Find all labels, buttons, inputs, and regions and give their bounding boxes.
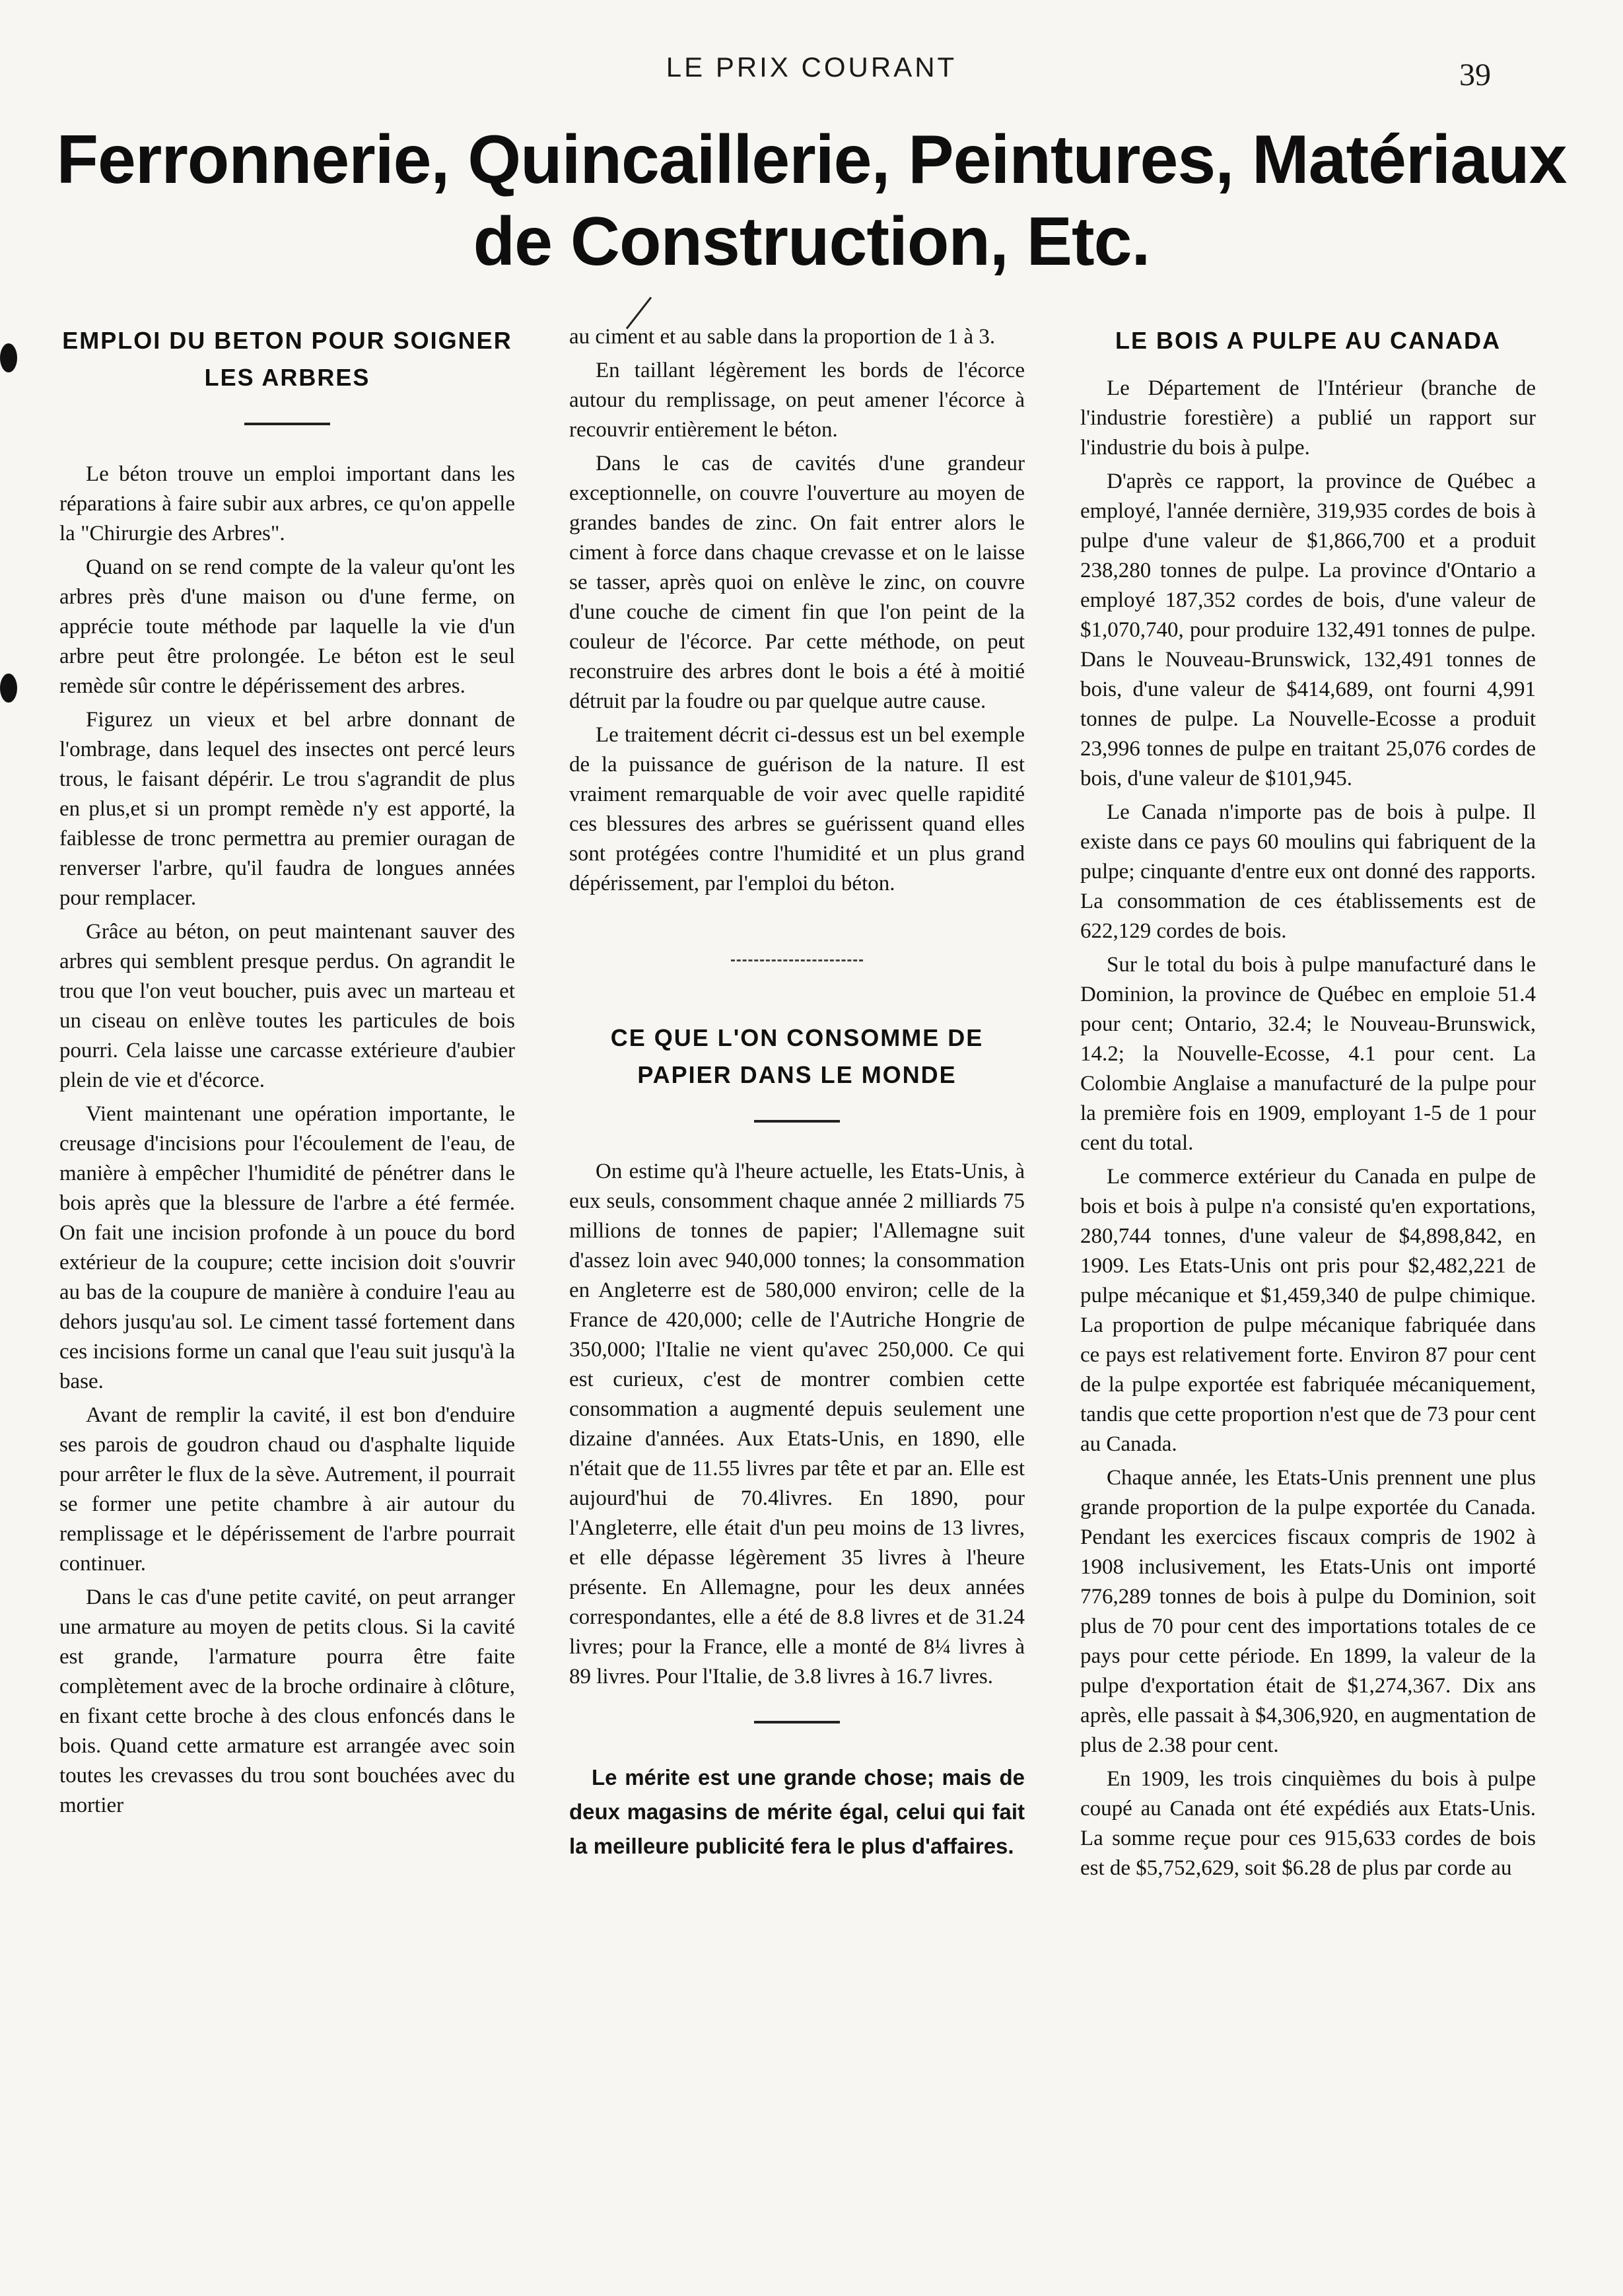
column-3 [1080, 322, 1536, 2257]
title-rule [244, 423, 330, 425]
article-paragraph: En taillant légèrement les bords de l'écorce autour du remplissage, on peut amener l'écorce à recouvrir entièrement le béton. [569, 359, 1025, 442]
section-divider [754, 1721, 840, 1723]
column-2 [569, 322, 1025, 2257]
article-paragraph: Dans le cas de cavités d'une grandeur exceptionnelle, on couvre l'ouverture au moyen de grandes bandes de zinc. On fait entrer alors le ciment à force dans chaque crevasse et on le laisse se tasser, après quoi on enlève le zinc, on couvre d'une couche de ciment fin que l'on peint de la couleur de l'écorce. Par cette méthode, on peut reconstruire des arbres dont le bois a été à moitié détruit par la foudre ou par quelque autre cause. [569, 452, 1025, 713]
article-paragraph: Le béton trouve un emploi important dans les réparations à faire subir aux arbres, ce qu'on appelle la "Chirurgie des Arbres". [59, 462, 515, 545]
article-paragraph: Le commerce extérieur du Canada en pulpe de bois et bois à pulpe n'a consisté qu'en exportations, 280,744 tonnes, d'une valeur de $4,898,842, en 1909. Les Etats-Unis ont pris pour $2,482,221 de pulpe mécanique et $1,459,340 de pulpe chimique. La proportion de pulpe mécanique fabriquée dans ce pays est relativement forte. Environ 87 pour cent de la pulpe exportée est fabriquée mécaniquement, tandis que cette proportion n'est que de 73 pour cent au Canada. [1080, 1165, 1536, 1456]
article-paragraph: Grâce au béton, on peut maintenant sauver des arbres qui semblent presque perdus. On agrandit le trou que l'on veut boucher, puis avec un marteau et un ciseau on enlève toutes les particules de bois pourri. Cela laisse une carcasse extérieure d'aubier plein de vie et d'écorce. [59, 920, 515, 1092]
article-paragraph: En 1909, les trois cinquièmes du bois à pulpe coupé au Canada ont été expédiés aux Etats-Unis. La somme reçue pour ces 915,633 cordes de bois est de $5,752,629, soit $6.28 de plus par corde au [1080, 1767, 1536, 1880]
article-paragraph: Sur le total du bois à pulpe manufacturé dans le Dominion, la province de Québec en emploie 51.4 pour cent; Ontario, 32.4; le Nouveau-Brunswick, 14.2; la Nouvelle-Ecosse, 4.1 pour cent. La Colombie Anglaise a manufacturé de la pulpe pour la première fois en 1909, employant 1-5 de 1 pour cent du total. [1080, 953, 1536, 1155]
margin-hole-mark [0, 343, 17, 372]
headline-line-1: Ferronnerie, Quincaillerie, Peintures, Matériaux [56, 122, 1567, 198]
callout-text: Le mérite est une grande chose; mais de deux magasins de mérite égal, celui qui fait la meilleure publicité fera le plus d'affaires. [569, 1765, 1025, 1858]
margin-hole-mark [0, 674, 17, 703]
article-paragraph: Vient maintenant une opération importante, le creusage d'incisions pour l'écoulement de l'eau, de manière à empêcher l'humidité de pénétrer dans le bois après que la blessure de l'arbre a été fermée. On fait une incision profonde à un pouce du bord extérieur de la coupure; cette incision doit s'ouvrir au bas de la coupure de manière à conduire l'eau au dehors jusqu'au sol. Le ciment tassé fortement dans ces incisions forme un canal que l'eau suit jusqu'à la base. [59, 1102, 515, 1393]
article-paragraph: Le Canada n'importe pas de bois à pulpe. Il existe dans ce pays 60 moulins qui fabriquent de la pulpe; cinquante d'entre eux ont donné des rapports. La consommation de ces établissements est de 622,129 cordes de bois. [1080, 800, 1536, 943]
headline-line-2: de Construction, Etc. [473, 203, 1150, 280]
article-paragraph: Le traitement décrit ci-dessus est un bel exemple de la puissance de guérison de la nature. Il est vraiment remarquable de voir avec quelle rapidité ces blessures des arbres se guérissent quand elles sont protégées contre l'humidité et un plus grand dépérissement, par l'emploi du béton. [569, 723, 1025, 895]
article-paragraph: D'après ce rapport, la province de Québec a employé, l'année dernière, 319,935 cordes de bois à pulpe d'une valeur de $1,866,700 et a produit 238,280 tonnes de pulpe. La province d'Ontario a employé 187,352 cordes de bois, d'une valeur de $1,070,740, pour produire 132,491 tonnes de pulpe. Dans le Nouveau-Brunswick, 132,491 tonnes de bois, d'une valeur de $414,689, ont fourni 4,991 tonnes de pulpe. La Nouvelle-Ecosse a produit 23,996 tonnes de pulpe en traitant 25,076 cordes de bois, d'une valeur de $101,945. [1080, 470, 1536, 790]
article-title-beton: EMPLOI DU BETON POUR SOIGNER LES ARBRES [62, 327, 512, 391]
article-paragraph: Quand on se rend compte de la valeur qu'ont les arbres près d'une maison ou d'une ferme, on apprécie toute méthode par laquelle la vie d'un arbre peut être prolongée. Le béton est le seul remède sûr contre le dépérissement des arbres. [59, 555, 515, 698]
page-number: 39 [1459, 57, 1491, 92]
article-paragraph: On estime qu'à l'heure actuelle, les Etats-Unis, à eux seuls, consomment chaque année 2 milliards 75 millions de tonnes de papier; l'Allemagne suit d'assez loin avec 940,000 tonnes; la consommation en Angleterre est de 580,000 environ; celle de la France de 420,000; celle de l'Autriche Hongrie de 350,000; l'Italie ne vient qu'avec 250,000. Ce qui est curieux, c'est de montrer combien cette consommation a augmenté depuis seulement une dizaine d'années. Aux Etats-Unis, en 1890, elle n'était que de 11.55 livres par tête et par an. Elle est aujourd'hui de 70.4livres. En 1890, pour l'Angleterre, elle était d'un peu moins de 13 livres, et elle dépasse légèrement 35 livres à l'heure présente. En Allemagne, pour les deux années correspondantes, elle a été de 8.8 livres et de 31.24 livres; pour la France, elle a monté de 8¼ livres à 89 livres. Pour l'Italie, de 3.8 livres à 16.7 livres. [569, 1160, 1025, 1688]
page-headline [40, 119, 1583, 283]
article-title-pulpe: LE BOIS A PULPE AU CANADA [1115, 327, 1502, 354]
article-paragraph: Figurez un vieux et bel arbre donnant de l'ombrage, dans lequel des insectes ont percé leurs trous, le faisant dépérir. Le trou s'agrandit de plus en plus,et si un prompt remède n'y est apporté, la faiblesse de tronc permettra au premier ouragan de renverser l'arbre, qu'il faudra de longues années pour remplacer. [59, 708, 515, 910]
running-title: LE PRIX COURANT [666, 52, 957, 83]
article-paragraph-continued: au ciment et au sable dans la proportion de 1 à 3. [569, 325, 996, 349]
article-paragraph: Dans le cas d'une petite cavité, on peut arranger une armature au moyen de petits clous. Si la cavité est grande, l'armature pourra être faite complètement avec de la broche ordinaire à clôture, en fixant cette broche à des clous enfoncés dans le bois. Quand cette armature est arrangée avec soin toutes les crevasses du trou sont bouchées avec du mortier [59, 1585, 515, 1817]
article-paragraph: Avant de remplir la cavité, il est bon d'enduire ses parois de goudron chaud ou d'asphalte liquide pour arrêter le flux de la sève. Autrement, il pourrait se former une petite chambre à air autour du remplissage et le dépérissement de l'arbre pourrait continuer. [59, 1403, 515, 1576]
title-rule [754, 1120, 840, 1123]
article-paragraph: Le Département de l'Intérieur (branche de l'industrie forestière) a publié un rapport sur l'industrie du bois à pulpe. [1080, 376, 1536, 460]
column-1 [59, 322, 515, 2257]
section-divider [731, 959, 863, 961]
article-paragraph: Chaque année, les Etats-Unis prennent une plus grande proportion de la pulpe exportée du Canada. Pendant les exercices fiscaux compris de 1902 à 1908 inclusivement, les Etats-Unis ont importé 776,289 tonnes de bois à pulpe du Dominion, soit plus de 70 pour cent des importations totales de ce pays pour cette période. En 1899, la valeur de la pulpe d'exportation était de $1,274,367. Dix ans après, elle passait à $4,306,920, en augmentation de plus de 2.38 pour cent. [1080, 1466, 1536, 1757]
article-title-papier: CE QUE L'ON CONSOMME DE PAPIER DANS LE MONDE [610, 1024, 984, 1088]
